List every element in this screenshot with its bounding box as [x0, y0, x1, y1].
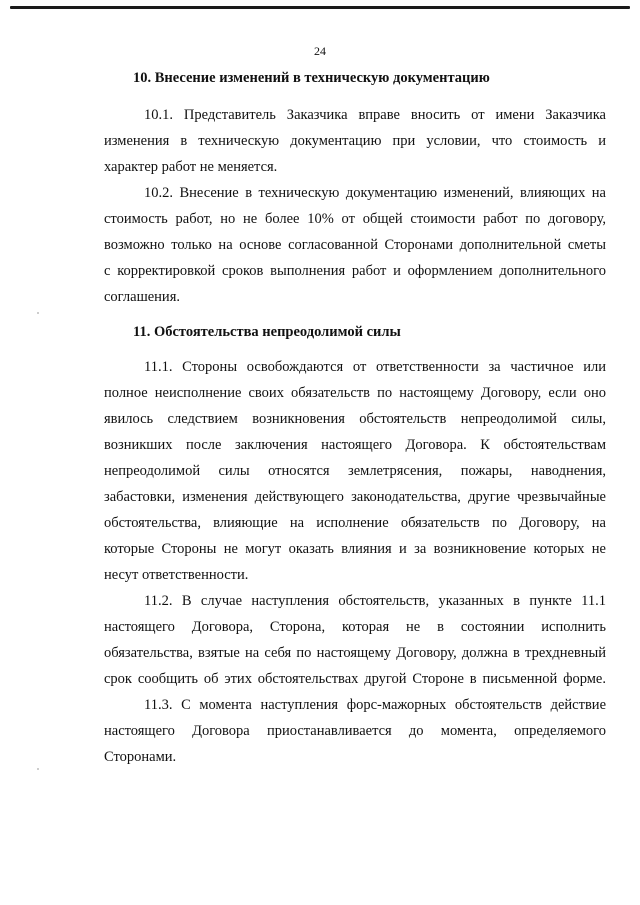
paragraph-line: характер работ не меняется. — [104, 159, 278, 175]
scan-top-edge-line — [10, 6, 630, 9]
paragraph-line: забастовки, изменения действующего законодательства, другие чрезвычайные — [104, 489, 606, 505]
paragraph-line: настоящего Договора приостанавливается до момента, определяемого — [104, 723, 606, 739]
paragraph-line: настоящего Договора, Сторона, которая не в состоянии исполнить — [104, 619, 606, 635]
paragraph-line: 10.1. Представитель Заказчика вправе вносить от имени Заказчика — [144, 107, 606, 123]
paragraph-line: несут ответственности. — [104, 567, 249, 583]
page-number: 24 — [314, 44, 326, 58]
section-heading: 10. Внесение изменений в техническую документацию — [133, 70, 490, 86]
scan-margin-dot — [37, 312, 39, 314]
paragraph-line: 11.2. В случае наступления обстоятельств, указанных в пункте 11.1 — [144, 593, 606, 609]
paragraph-line: 11.3. С момента наступления форс-мажорных обстоятельств действие — [144, 697, 606, 713]
paragraph-line: с корректировкой сроков выполнения работ и оформлением дополнительного — [104, 263, 606, 279]
scan-margin-dot — [37, 768, 39, 770]
paragraph-line: соглашения. — [104, 289, 180, 305]
paragraph-line: срок сообщить об этих обстоятельствах другой Стороне в письменной форме. — [104, 671, 606, 687]
paragraph-line: изменения в техническую документацию при условии, что стоимость и — [104, 133, 606, 149]
paragraph-line: непреодолимой силы относятся землетрясения, пожары, наводнения, — [104, 463, 606, 479]
paragraph-line: Сторонами. — [104, 749, 177, 765]
paragraph-line: 11.1. Стороны освобождаются от ответственности за частичное или — [144, 359, 606, 375]
section-heading: 11. Обстоятельства непреодолимой силы — [133, 324, 401, 340]
paragraph-line: обязательства, взятые на себя по настоящему Договору, должна в трехдневный — [104, 645, 606, 661]
paragraph-line: полное неисполнение своих обязательств по настоящему Договору, если оно — [104, 385, 606, 401]
paragraph-line: стоимость работ, но не более 10% от общей стоимости работ по договору, — [104, 211, 606, 227]
paragraph-line: возникших после заключения настоящего Договора. К обстоятельствам — [104, 437, 606, 453]
paragraph-line: возможно только на основе согласованной Сторонами дополнительной сметы — [104, 237, 606, 253]
paragraph-line: явилось следствием возникновения обстоятельств непреодолимой силы, — [104, 411, 606, 427]
paragraph-line: обстоятельства, влияющие на исполнение обязательств по Договору, на — [104, 515, 606, 531]
paragraph-line: 10.2. Внесение в техническую документацию изменений, влияющих на — [144, 185, 606, 201]
paragraph-line: которые Стороны не могут оказать влияния и за возникновение которых не — [104, 541, 606, 557]
